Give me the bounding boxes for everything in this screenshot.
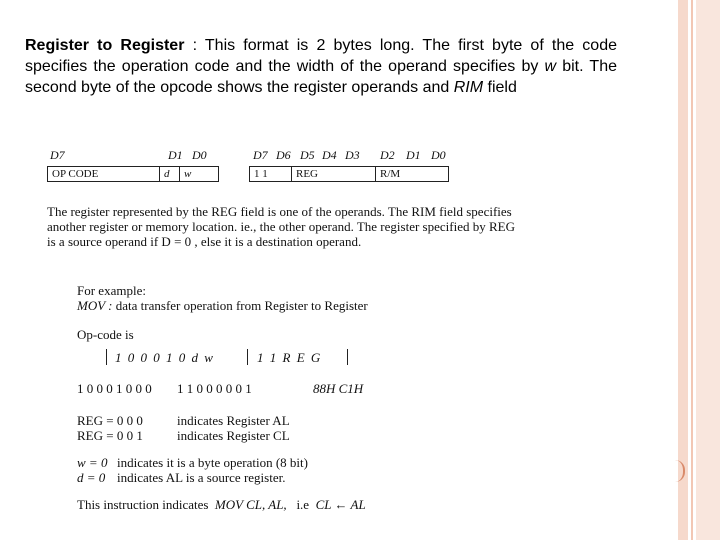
opcode-is-label: Op-code is [77, 327, 134, 342]
intro-lead: Register to Register [25, 37, 185, 54]
bit-label: D6 [276, 148, 291, 162]
reg-expr: REG = 0 0 1 [77, 428, 143, 443]
hex-value: 88H C1H [313, 381, 364, 396]
reg-desc: indicates Register AL [177, 413, 290, 428]
reg-desc: indicates Register CL [177, 428, 290, 443]
opcode-field: OP CODE [48, 167, 160, 181]
decorative-stripe [678, 0, 688, 540]
bit-label: D1 [406, 148, 421, 162]
description-line: another register or memory location. ie., the other operand. The register specified by REG [47, 219, 515, 234]
bit-desc: indicates AL is a source register. [117, 470, 286, 485]
bracket-bar [106, 349, 107, 365]
bit-label: D1 [168, 148, 183, 162]
bit-label: D2 [380, 148, 395, 162]
intro-rim: RIM [453, 79, 484, 96]
bit-label: D7 [253, 148, 268, 162]
byte1-format-box [47, 166, 219, 182]
reg-field: REG [292, 167, 376, 181]
example-heading: For example: [77, 283, 146, 298]
bracket-bar [247, 349, 248, 365]
intro-text: field [483, 79, 517, 96]
bit-label: D7 [50, 148, 65, 162]
decorative-stripe [696, 0, 720, 540]
reg-expr: REG = 0 0 0 [77, 413, 143, 428]
mod-field: 1 1 [250, 167, 292, 181]
intro-w-var: w [544, 58, 557, 75]
summary-line [77, 497, 366, 512]
opcode-byte2: 1 1 R E G [257, 350, 322, 365]
binary-byte1: 1 0 0 0 1 0 0 0 [77, 381, 152, 396]
summary-prefix: This instruction indicates [77, 497, 209, 512]
mov-desc: data transfer operation from Register to Register [112, 298, 368, 313]
decorative-stripe [691, 0, 693, 540]
rm-field: R/M [380, 168, 401, 180]
opcode-byte1: 1 0 0 0 1 0 d w [115, 350, 215, 365]
summary-ie: i.e [296, 497, 310, 512]
bit-label: D4 [322, 148, 337, 162]
binary-byte2: 1 1 0 0 0 0 0 1 [177, 381, 252, 396]
intro-text: This format is 2 bytes long. The first byte of the code specifies the operation code and the width of the operand specifies by [25, 37, 618, 75]
intro-paragraph [25, 35, 617, 98]
description-line: is a source operand if D = 0 , else it is a destination operand. [47, 234, 362, 249]
example-block [77, 283, 597, 523]
intro-text: bit. The second byte of the opcode shows the register operands and [25, 58, 617, 96]
bracket-bar [347, 349, 348, 365]
mov-line [77, 298, 368, 313]
d-field: d [160, 167, 180, 181]
intro-sep: : [184, 37, 205, 54]
bit-expr: w = 0 [77, 455, 108, 470]
bit-expr: d = 0 [77, 470, 106, 485]
bit-label: D0 [431, 148, 446, 162]
description-line: The register represented by the REG field is one of the operands. The RIM field specifies [47, 204, 512, 219]
mov-label: MOV : [77, 298, 113, 313]
w-field: w [184, 168, 192, 180]
bit-label: D5 [300, 148, 315, 162]
bit-label: D3 [345, 148, 360, 162]
bit-desc: indicates it is a byte operation (8 bit) [117, 455, 308, 470]
summary-instr: MOV CL, AL, [214, 497, 287, 512]
byte2-format-box [249, 166, 449, 182]
bit-label: D0 [192, 148, 207, 162]
summary-result: CL ← AL [315, 497, 366, 512]
